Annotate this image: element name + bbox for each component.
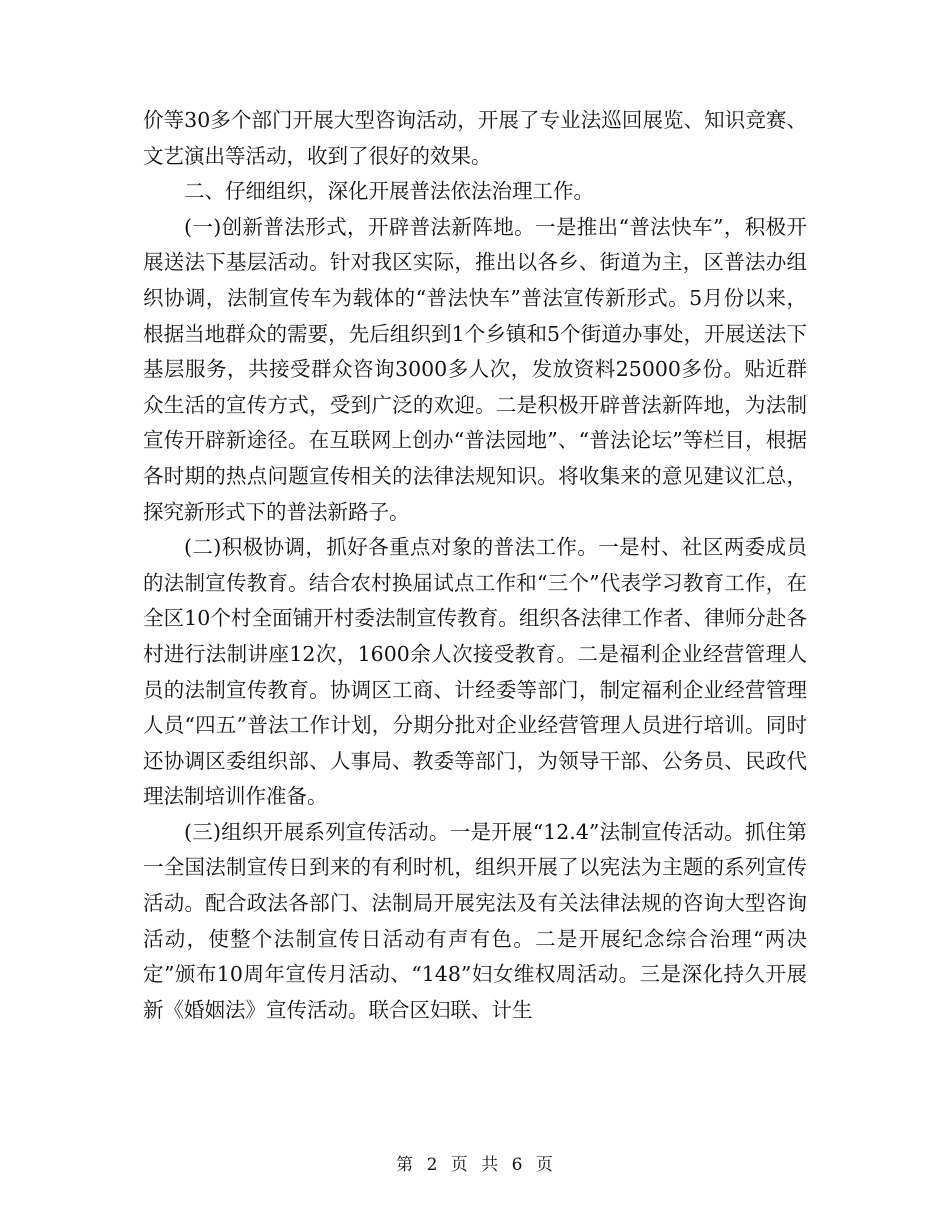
paragraph-item-2: (二)积极协调，抓好各重点对象的普法工作。一是村、社区两委成员的法制宣传教育。结合农村换届试点工作和“三个”代表学习教育工作，在全区10个村全面铺开村委法制宣传教育。组织各法律工作者、律师分赴各村进行法制讲座12次，1600余人次接受教育。二是福利企业经营管理人员的法制宣传教育。协调区工商、计经委等部门，制定福利企业经营管理人员“四五”普法工作计划，分期分批对企业经营管理人员进行培训。同时还协调区委组织部、人事局、教委等部门，为领导干部、公务员、民政代理法制培训作准备。	[143, 535, 807, 809]
paragraph-item-3: (三)组织开展系列宣传活动。一是开展“12.4”法制宣传活动。抓住第一全国法制宣传日到来的有利时机，组织开展了以宪法为主题的系列宣传活动。配合政法各部门、法制局开展宪法及有关法律法规的咨询大型咨询活动，使整个法制宣传日活动有声有色。二是开展纪念综合治理“两决定”颁布10周年宣传月活动、“148”妇女维权周活动。三是深化持久开展新《婚姻法》宣传活动。联合区妇联、计生	[143, 819, 807, 1022]
page-number-footer: 第 2 页 共 6 页	[396, 1155, 554, 1175]
document-body	[143, 103, 807, 1028]
paragraph-item-1: (一)创新普法形式，开辟普法新阵地。一是推出“普法快车”，积极开展送法下基层活动。针对我区实际，推出以各乡、街道为主，区普法办组织协调，法制宣传车为载体的“普法快车”普法宣传新形式。5月份以来，根据当地群众的需要，先后组织到1个乡镇和5个街道办事处，开展送法下基层服务，共接受群众咨询3000多人次，发放资料25000多份。贴近群众生活的宣传方式，受到广泛的欢迎。二是积极开辟普法新阵地，为法制宣传开辟新途径。在互联网上创办“普法园地”、“普法论坛”等栏目，根据各时期的热点问题宣传相关的法律法规知识。将收集来的意见建议汇总，探究新形式下的普法新路子。	[143, 214, 807, 524]
paragraph-continuation: 价等30多个部门开展大型咨询活动，开展了专业法巡回展览、知识竞赛、文艺演出等活动，收到了很好的效果。	[143, 108, 807, 168]
section-heading: 二、仔细组织，深化开展普法依法治理工作。	[184, 179, 594, 204]
